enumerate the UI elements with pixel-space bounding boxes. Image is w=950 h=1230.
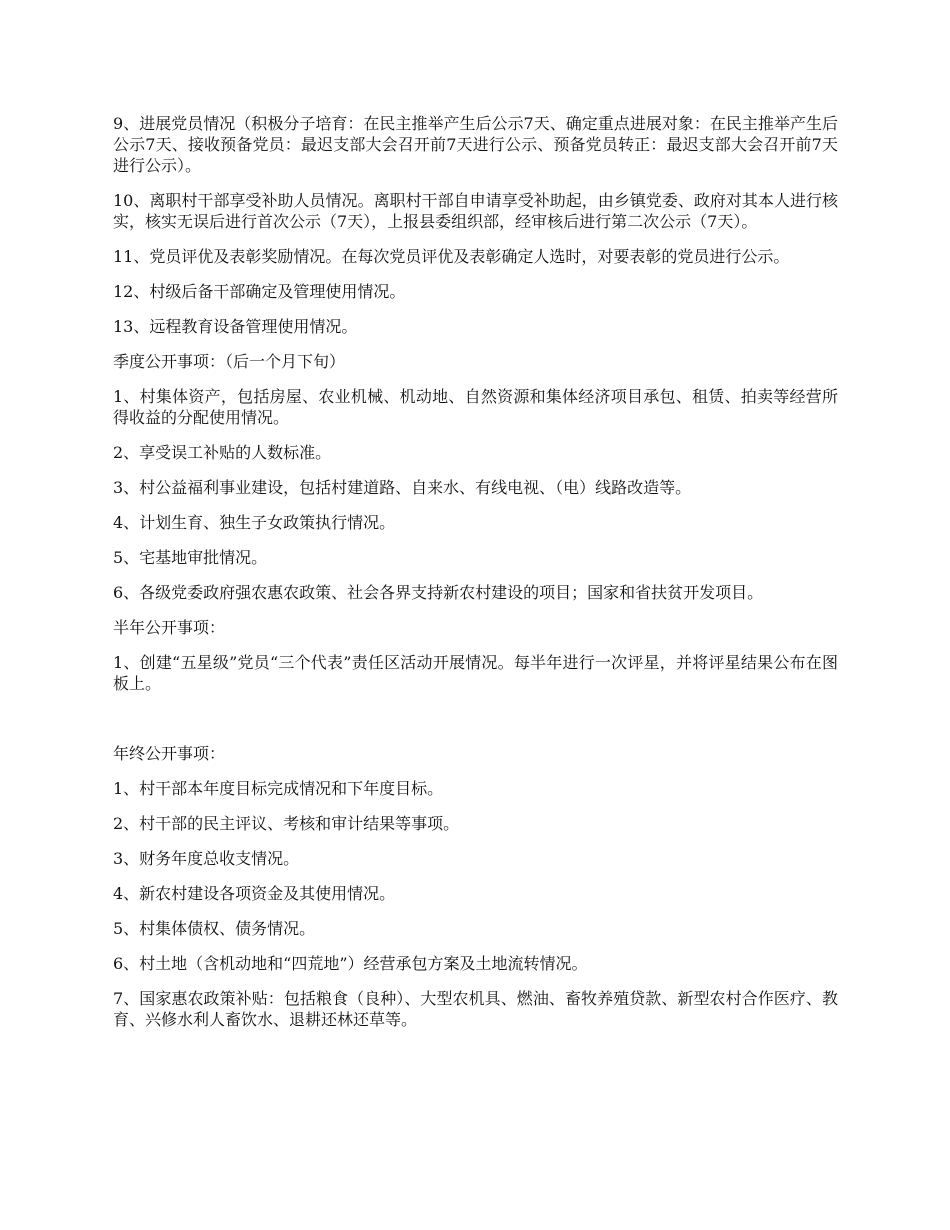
paragraph-year-end-item-1: 1、村干部本年度目标完成情况和下年度目标。 [113, 779, 444, 798]
paragraph-item-9-party-member-development: 9、进展党员情况（积极分子培育：在民主推举产生后公示7天、确定重点进展对象：在民主推举产生后公示7天、接收预备党员：最迟支部大会召开前7天进行公示、预备党员转正：最迟支部大会召开前7天进行公示）。 [113, 114, 838, 175]
section-heading-half-year: 半年公开事项： [113, 618, 226, 637]
paragraph-year-end-item-3: 3、财务年度总收支情况。 [113, 849, 300, 868]
paragraph-quarterly-item-1: 1、村集体资产，包括房屋、农业机械、机动地、自然资源和集体经济项目承包、租赁、拍卖等经营所得收益的分配使用情况。 [113, 387, 838, 427]
paragraph-year-end-item-2: 2、村干部的民主评议、考核和审计结果等事项。 [113, 814, 460, 833]
paragraph-quarterly-item-6: 6、各级党委政府强农惠农政策、社会各界支持新农村建设的项目；国家和省扶贫开发项目。 [113, 583, 764, 602]
paragraph-half-year-item-1: 1、创建“五星级”党员“三个代表”责任区活动开展情况。每半年进行一次评星，并将评星结果公布在图板上。 [113, 653, 838, 693]
section-heading-quarterly: 季度公开事项：（后一个月下旬） [113, 352, 346, 371]
paragraph-quarterly-item-5: 5、宅基地审批情况。 [113, 548, 268, 567]
paragraph-year-end-item-5: 5、村集体债权、债务情况。 [113, 919, 316, 938]
paragraph-year-end-item-6: 6、村土地（含机动地和“四荒地”）经营承包方案及土地流转情况。 [113, 954, 588, 973]
paragraph-year-end-item-4: 4、新农村建设各项资金及其使用情况。 [113, 884, 396, 903]
paragraph-quarterly-item-4: 4、计划生育、独生子女政策执行情况。 [113, 513, 396, 532]
paragraph-quarterly-item-2: 2、享受误工补贴的人数标准。 [113, 443, 332, 462]
document-page [113, 113, 838, 1044]
paragraph-item-12-reserve-cadres: 12、村级后备干部确定及管理使用情况。 [113, 282, 406, 301]
paragraph-quarterly-item-3: 3、村公益福利事业建设，包括村建道路、自来水、有线电视、（电）线路改造等。 [113, 478, 692, 497]
paragraph-item-11-party-member-awards: 11、党员评优及表彰奖励情况。在每次党员评优及表彰确定人选时，对要表彰的党员进行公示。 [113, 247, 790, 266]
paragraph-item-13-remote-education: 13、远程教育设备管理使用情况。 [113, 317, 358, 336]
paragraph-item-10-retired-cadre-subsidy: 10、离职村干部享受补助人员情况。离职村干部自申请享受补助起，由乡镇党委、政府对其本人进行核实，核实无误后进行首次公示（7天），上报县委组织部，经审核后进行第二次公示（7天）。 [113, 191, 838, 231]
paragraph-year-end-item-7: 7、国家惠农政策补贴：包括粮食（良种）、大型农机具、燃油、畜牧养殖贷款、新型农村合作医疗、教育、兴修水利人畜饮水、退耕还林还草等。 [113, 989, 838, 1029]
section-heading-year-end: 年终公开事项： [113, 744, 226, 763]
blank-spacer [113, 708, 838, 743]
